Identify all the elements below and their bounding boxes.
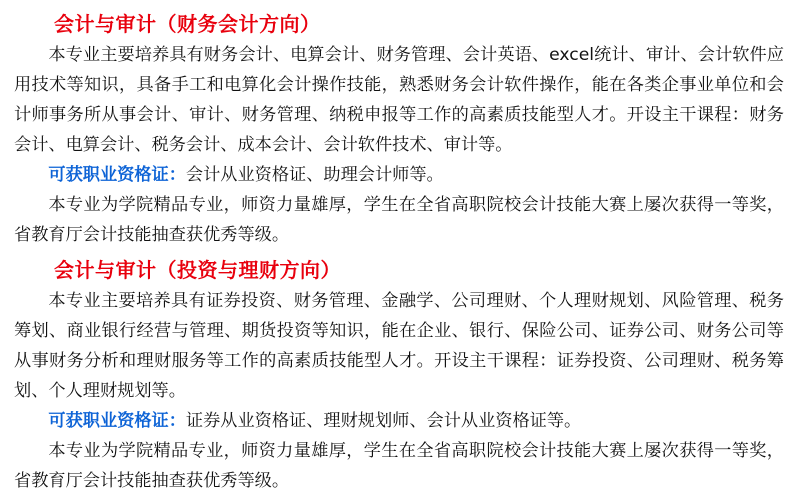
section-heading-investment-finance: 会计与审计（投资与理财方向）	[54, 258, 341, 282]
certificate-label: 可获职业资格证：	[48, 165, 186, 185]
section-note-investment-finance: 本专业为学院精品专业，师资力量雄厚，学生在全省高职院校会计技能大赛上屡次获得一等奖，省教育厅会计技能抽查获优秀等级。	[14, 441, 784, 491]
certificate-label: 可获职业资格证：	[48, 411, 186, 431]
certificate-text: 会计从业资格证、助理会计师等。	[185, 165, 444, 185]
section-body-financial-accounting: 本专业主要培养具有财务会计、电算会计、财务管理、会计英语、excel统计、审计、会计软件应用技术等知识，具备手工和电算化会计操作技能，熟悉财务会计软件操作，能在各类企事业单位和会计师事务所从事会计、审计、财务管理、纳税申报等工作的高素质技能型人才。开设主干课程：财务会计、电算会计、税务会计、成本会计、会计软件技术、审计等。	[14, 45, 784, 155]
section-body-investment-finance: 本专业主要培养具有证券投资、财务管理、金融学、公司理财、个人理财规划、风险管理、税务筹划、商业银行经营与管理、期货投资等知识，能在企业、银行、保险公司、证券公司、财务公司等从事财务分析和理财服务等工作的高素质技能型人才。开设主干课程：证券投资、公司理财、税务筹划、个人理财规划等。	[14, 291, 784, 401]
section-accounting-financial	[14, 10, 786, 250]
certificate-line-financial-accounting	[14, 160, 786, 190]
section-note-financial-accounting: 本专业为学院精品专业，师资力量雄厚，学生在全省高职院校会计技能大赛上屡次获得一等奖，省教育厅会计技能抽查获优秀等级。	[14, 195, 784, 245]
certificate-line-investment-finance	[14, 406, 786, 436]
section-accounting-investment	[14, 256, 786, 496]
section-heading-financial-accounting: 会计与审计（财务会计方向）	[54, 12, 321, 36]
certificate-text: 证券从业资格证、理财规划师、会计从业资格证等。	[185, 411, 582, 431]
